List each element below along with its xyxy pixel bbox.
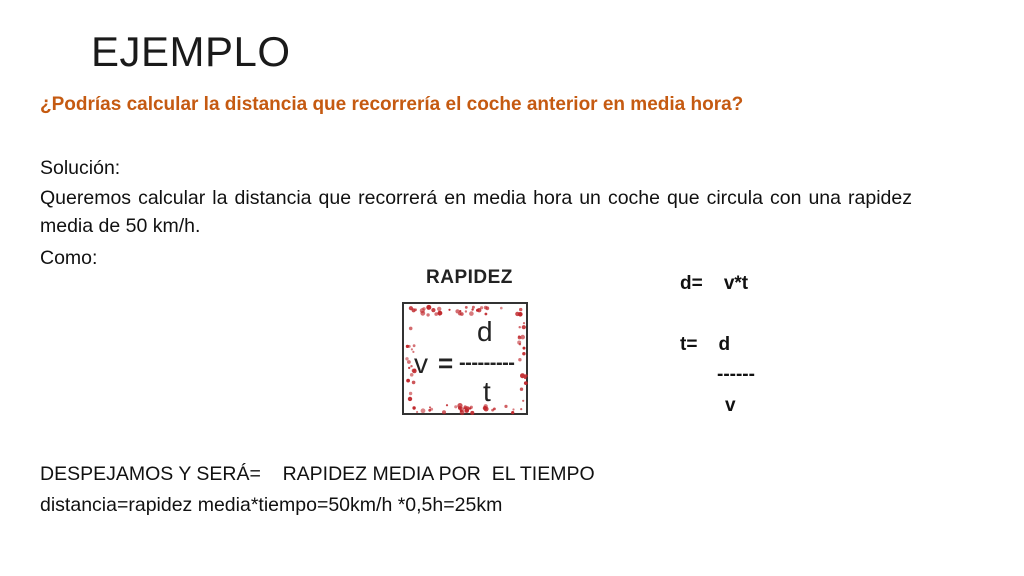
speckle-dot xyxy=(500,307,503,310)
despejamos-line: DESPEJAMOS Y SERÁ= RAPIDEZ MEDIA POR EL TIEMPO xyxy=(40,463,595,485)
question-text: ¿Podrías calcular la distancia que recorrería el coche anterior en media hora? xyxy=(40,94,744,115)
speckle-dot xyxy=(518,312,523,317)
speckle-dot xyxy=(421,408,426,413)
speckle-dot xyxy=(454,405,457,408)
speckle-dot xyxy=(408,397,412,401)
speckle-dot xyxy=(431,308,435,312)
side-formula-time-denominator: v xyxy=(725,395,736,416)
speckle-dot xyxy=(520,408,522,410)
speckle-dot xyxy=(519,308,522,311)
problem-paragraph: Queremos calcular la distancia que recorrerá en media hora un coche que circula con una rapidez media de 50 km/h. xyxy=(40,187,912,237)
speckle-dot xyxy=(420,311,425,316)
speckle-dot xyxy=(428,409,431,412)
speckle-dot xyxy=(522,352,525,355)
speckle-dot xyxy=(512,408,514,410)
speckle-dot xyxy=(511,411,514,414)
side-formula-distance: d= v*t xyxy=(680,273,749,294)
side-formula-time-numerator: t= d xyxy=(680,334,731,355)
speckle-dot xyxy=(413,344,416,347)
speckle-dot xyxy=(519,326,521,328)
speckle-dot xyxy=(427,306,429,308)
speckle-dot xyxy=(410,373,414,377)
speckle-dot xyxy=(523,347,526,350)
speckle-dot xyxy=(522,325,526,329)
como-label: Como: xyxy=(40,247,98,269)
speckle-dot xyxy=(465,310,467,312)
speckle-dot xyxy=(411,348,413,350)
distance-result-line: distancia=rapidez media*tiempo=50km/h *0,5h=25km xyxy=(40,494,503,516)
speckle-dot xyxy=(448,309,450,311)
speckle-dot xyxy=(518,358,521,361)
speckle-dot xyxy=(524,377,527,380)
formula-fraction-bar: --------- xyxy=(459,352,515,374)
speckle-dot xyxy=(485,306,489,310)
speckle-dot xyxy=(480,306,483,309)
speckle-dot xyxy=(524,381,528,385)
speckle-dot xyxy=(405,357,408,360)
speckle-dot xyxy=(409,306,413,310)
speckle-dot xyxy=(416,411,418,413)
formula-numerator: d xyxy=(477,316,493,347)
speckle-dot xyxy=(422,307,425,310)
speckle-dot xyxy=(470,406,473,409)
speckle-dot xyxy=(469,311,474,316)
speckle-dot xyxy=(426,313,429,316)
speckle-dot xyxy=(442,410,446,414)
speed-formula-image xyxy=(396,262,541,427)
speckle-dot xyxy=(519,343,521,345)
speckle-dot xyxy=(439,314,441,316)
formula-variable: v xyxy=(414,348,428,379)
speckle-dot xyxy=(504,405,507,408)
solucion-label: Solución: xyxy=(40,157,121,179)
speckle-dot xyxy=(412,381,416,385)
speckle-dot xyxy=(408,367,410,369)
formula-box xyxy=(402,302,528,415)
formula-equals: = xyxy=(438,348,454,378)
speckle-dot xyxy=(459,407,464,412)
formula-denominator: t xyxy=(483,376,491,407)
speckle-dot xyxy=(464,405,467,408)
speckle-dot xyxy=(407,360,411,364)
speckle-dot xyxy=(522,400,524,402)
slide-title: EJEMPLO xyxy=(91,28,291,75)
formula-image-label: RAPIDEZ xyxy=(426,267,513,288)
speckle-dot xyxy=(406,379,410,383)
speckle-dot xyxy=(520,335,525,340)
speckle-dot xyxy=(410,365,412,367)
speckle-dot xyxy=(493,408,496,411)
speckle-dot xyxy=(470,411,474,415)
speckle-dot xyxy=(412,406,415,409)
speckle-dot xyxy=(472,306,475,309)
speckle-dot xyxy=(406,345,409,348)
speckle-dot xyxy=(520,388,523,391)
speckle-dot xyxy=(409,327,413,331)
speckle-dot xyxy=(471,308,473,310)
speckle-dot xyxy=(414,308,417,311)
speckle-dot xyxy=(485,313,488,316)
speckle-dot xyxy=(476,309,478,311)
speckle-dot xyxy=(465,306,468,309)
speckle-dot xyxy=(409,392,412,395)
speckle-dot xyxy=(460,312,464,316)
speckle-dot xyxy=(437,307,441,311)
speckle-dot xyxy=(446,404,448,406)
speckle-dot xyxy=(523,322,525,324)
side-formula-fraction-bar: ------ xyxy=(717,364,755,385)
speckle-dot xyxy=(434,312,438,316)
